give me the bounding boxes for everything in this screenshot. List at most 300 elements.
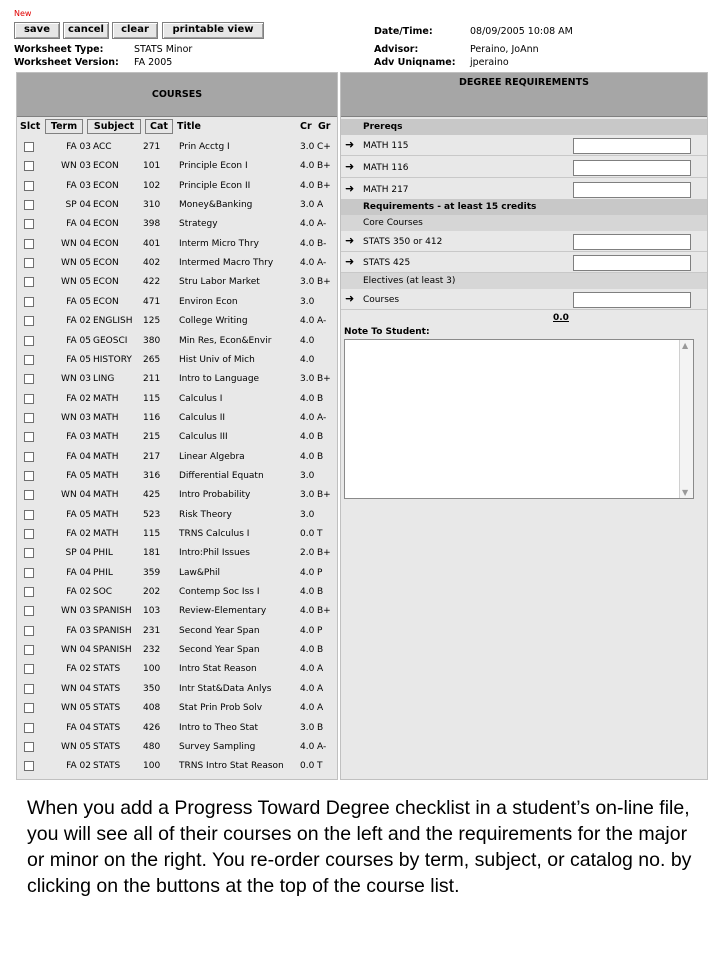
course-row <box>17 757 337 776</box>
course-title: Stru Labor Market <box>179 277 260 288</box>
requirement-label: MATH 217 <box>363 185 409 195</box>
course-grade: B+ <box>317 548 331 559</box>
course-cat: 100 <box>143 664 161 675</box>
course-grade: B+ <box>317 180 331 191</box>
course-select-checkbox[interactable] <box>24 239 34 249</box>
course-select-checkbox[interactable] <box>24 394 34 404</box>
course-subject: MATH <box>93 451 119 462</box>
worksheet-version-value: FA 2005 <box>134 57 173 68</box>
course-title: Principle Econ I <box>179 161 248 172</box>
course-cat: 101 <box>143 161 161 172</box>
course-subject: ECON <box>93 219 119 230</box>
course-cat: 310 <box>143 200 161 211</box>
course-subject: ECON <box>93 296 119 307</box>
course-subject: MATH <box>93 470 119 481</box>
course-subject: SOC <box>93 587 113 598</box>
requirement-row <box>341 136 707 156</box>
course-grade: A- <box>317 219 327 230</box>
course-subject: MATH <box>93 509 119 520</box>
arrow-right-icon: ➜ <box>345 160 355 173</box>
course-cat: 523 <box>143 509 161 520</box>
course-cat: 211 <box>143 374 161 385</box>
course-select-checkbox[interactable] <box>24 761 34 771</box>
course-row <box>17 215 337 234</box>
course-cat: 102 <box>143 180 161 191</box>
course-subject: ACC <box>93 142 112 152</box>
course-term: SP 04 <box>65 200 91 211</box>
course-credits: 4.0 <box>300 567 315 578</box>
cr-header: Cr <box>300 121 312 132</box>
requirement-row <box>341 158 707 178</box>
advisor-value: Peraino, JoAnn <box>470 44 539 55</box>
course-grade: B+ <box>317 490 331 501</box>
course-cat: 231 <box>143 625 161 636</box>
requirement-course-input[interactable] <box>573 234 691 250</box>
course-select-checkbox[interactable] <box>24 336 34 346</box>
course-cat: 380 <box>143 335 161 346</box>
course-credits: 4.0 <box>300 161 315 172</box>
course-grade: A- <box>317 316 327 327</box>
scroll-up-icon[interactable]: ▲ <box>682 341 689 350</box>
course-select-checkbox[interactable] <box>24 490 34 500</box>
course-term: FA 02 <box>66 393 91 404</box>
course-cat: 271 <box>143 142 161 152</box>
requirements-band: Requirements - at least 15 credits <box>341 199 707 215</box>
course-term: FA 03 <box>66 180 91 191</box>
course-grade: A <box>317 664 324 675</box>
arrow-right-icon: ➜ <box>345 292 355 305</box>
course-title: Min Res, Econ&Envir <box>179 335 272 346</box>
course-select-checkbox[interactable] <box>24 626 34 636</box>
course-row <box>17 312 337 331</box>
course-title: Intro to Theo Stat <box>179 722 259 733</box>
course-row <box>17 699 337 718</box>
gr-header: Gr <box>318 121 331 132</box>
requirement-course-input[interactable] <box>573 182 691 198</box>
course-cat: 125 <box>143 316 161 327</box>
course-row <box>17 622 337 641</box>
requirement-row <box>341 253 707 273</box>
course-term: WN 03 <box>61 161 91 172</box>
course-term: WN 05 <box>61 703 91 714</box>
course-term: WN 03 <box>61 374 91 385</box>
course-select-checkbox[interactable] <box>24 664 34 674</box>
clear-button[interactable]: clear <box>112 22 158 39</box>
course-credits: 4.0 <box>300 238 315 249</box>
requirement-label: STATS 350 or 412 <box>363 237 443 247</box>
course-title: Stat Prin Prob Solv <box>179 703 263 714</box>
course-row <box>17 719 337 738</box>
course-term: FA 03 <box>66 432 91 443</box>
course-select-checkbox[interactable] <box>24 742 34 752</box>
course-term: WN 03 <box>61 606 91 617</box>
course-cat: 103 <box>143 606 161 617</box>
course-title: Prin Acctg I <box>179 142 230 152</box>
course-credits: 4.0 <box>300 741 315 752</box>
note-to-student-textarea[interactable] <box>344 339 694 499</box>
course-title: Calculus III <box>179 432 228 443</box>
datetime-value: 08/09/2005 10:08 AM <box>470 26 573 37</box>
uniqname-label: Adv Uniqname: <box>374 57 456 68</box>
course-row <box>17 738 337 757</box>
scroll-down-icon[interactable]: ▼ <box>682 488 689 497</box>
course-credits: 3.0 <box>300 509 315 520</box>
course-cat: 115 <box>143 529 161 539</box>
datetime-label: Date/Time: <box>374 26 433 37</box>
course-grade: A- <box>317 412 327 423</box>
course-cat: 217 <box>143 451 161 462</box>
course-credits: 4.0 <box>300 335 315 346</box>
sort-subject-button[interactable]: Subject <box>87 119 141 134</box>
course-grade: A <box>317 200 324 211</box>
course-title: Principle Econ II <box>179 180 251 191</box>
course-row <box>17 660 337 679</box>
course-term: FA 05 <box>66 296 91 307</box>
course-term: WN 05 <box>61 277 91 288</box>
course-subject: ECON <box>93 200 119 211</box>
course-grade: B <box>317 722 324 733</box>
course-term: WN 03 <box>61 412 91 423</box>
course-credits: 3.0 <box>300 374 315 385</box>
course-select-checkbox[interactable] <box>24 510 34 520</box>
course-grade: P <box>317 625 323 636</box>
course-subject: MATH <box>93 490 119 501</box>
course-grade: A- <box>317 258 327 269</box>
course-row <box>17 602 337 621</box>
course-select-checkbox[interactable] <box>24 471 34 481</box>
course-grade: B- <box>317 238 327 249</box>
course-grade: P <box>317 567 323 578</box>
course-cat: 398 <box>143 219 161 230</box>
cancel-button[interactable]: cancel <box>63 22 109 39</box>
course-term: WN 04 <box>61 683 91 694</box>
course-cat: 425 <box>143 490 161 501</box>
course-title: TRNS Intro Stat Reason <box>179 761 284 772</box>
course-credits: 3.0 <box>300 722 315 733</box>
course-title: Money&Banking <box>179 200 253 211</box>
course-term: FA 05 <box>66 470 91 481</box>
requirement-label: MATH 116 <box>363 163 409 173</box>
course-grade: B <box>317 587 324 598</box>
course-subject: MATH <box>93 529 119 539</box>
course-subject: STATS <box>93 664 121 675</box>
course-select-checkbox[interactable] <box>24 219 34 229</box>
course-subject: ECON <box>93 258 119 269</box>
requirement-course-input[interactable] <box>573 255 691 271</box>
course-row <box>17 390 337 409</box>
course-row <box>17 506 337 525</box>
course-cat: 116 <box>143 412 161 423</box>
course-credits: 2.0 <box>300 548 315 559</box>
note-to-student-label: Note To Student: <box>344 327 430 337</box>
note-scrollbar[interactable] <box>679 340 693 498</box>
worksheet-version-label: Worksheet Version: <box>14 57 119 68</box>
course-cat: 115 <box>143 393 161 404</box>
arrow-right-icon: ➜ <box>345 255 355 268</box>
course-subject: STATS <box>93 761 121 772</box>
course-select-checkbox[interactable] <box>24 297 34 307</box>
course-credits: 4.0 <box>300 664 315 675</box>
course-title: Intro:Phil Issues <box>179 548 250 559</box>
course-row <box>17 428 337 447</box>
course-subject: STATS <box>93 741 121 752</box>
course-credits: 4.0 <box>300 683 315 694</box>
courses-panel <box>16 72 338 780</box>
course-credits: 4.0 <box>300 258 315 269</box>
course-select-checkbox[interactable] <box>24 200 34 210</box>
course-cat: 401 <box>143 238 161 249</box>
course-title: Linear Algebra <box>179 451 245 462</box>
worksheet-type-value: STATS Minor <box>134 44 193 55</box>
requirements-panel <box>340 72 708 780</box>
course-title: Second Year Span <box>179 645 260 656</box>
credit-total: 0.0 <box>553 313 569 323</box>
course-credits: 0.0 <box>300 761 315 772</box>
course-cat: 426 <box>143 722 161 733</box>
course-grade: B+ <box>317 606 331 617</box>
course-title: Law&Phil <box>179 567 221 578</box>
printable-view-button[interactable]: printable view <box>162 22 264 39</box>
course-select-checkbox[interactable] <box>24 684 34 694</box>
arrow-right-icon: ➜ <box>345 138 355 151</box>
course-select-checkbox[interactable] <box>24 548 34 558</box>
course-grade: B+ <box>317 277 331 288</box>
course-subject: PHIL <box>93 548 113 559</box>
course-cat: 471 <box>143 296 161 307</box>
course-credits: 4.0 <box>300 645 315 656</box>
course-credits: 4.0 <box>300 587 315 598</box>
course-term: WN 04 <box>61 645 91 656</box>
requirement-label: STATS 425 <box>363 258 411 268</box>
course-grade: B <box>317 451 324 462</box>
course-term: FA 05 <box>66 335 91 346</box>
course-subject: SPANISH <box>93 606 132 617</box>
course-credits: 3.0 <box>300 277 315 288</box>
course-title: Intro Stat Reason <box>179 664 257 675</box>
course-term: FA 02 <box>66 664 91 675</box>
course-term: FA 04 <box>66 567 91 578</box>
course-subject: STATS <box>93 722 121 733</box>
course-title: Survey Sampling <box>179 741 256 752</box>
course-select-checkbox[interactable] <box>24 606 34 616</box>
course-row <box>17 409 337 428</box>
course-row <box>17 273 337 292</box>
course-grade: B+ <box>317 374 331 385</box>
slct-header: Slct <box>20 121 41 132</box>
course-row <box>17 583 337 602</box>
course-credits: 3.0 <box>300 142 315 152</box>
course-term: WN 04 <box>61 238 91 249</box>
course-subject: SPANISH <box>93 625 132 636</box>
course-credits: 4.0 <box>300 432 315 443</box>
course-select-checkbox[interactable] <box>24 587 34 597</box>
course-subject: ECON <box>93 238 119 249</box>
course-cat: 422 <box>143 277 161 288</box>
advisor-label: Advisor: <box>374 44 419 55</box>
course-title: Environ Econ <box>179 296 238 307</box>
course-grade: A- <box>317 741 327 752</box>
course-grade: B+ <box>317 161 331 172</box>
course-title: Calculus II <box>179 412 226 423</box>
course-term: WN 05 <box>61 258 91 269</box>
course-grade: T <box>317 761 323 772</box>
course-title: Intermed Macro Thry <box>179 258 274 269</box>
course-select-checkbox[interactable] <box>24 568 34 578</box>
course-select-checkbox[interactable] <box>24 142 34 152</box>
caption: When you add a Progress Toward Degree checklist in a student’s on-line file, you will see all of their courses on the left and the requirements for the major or minor on the right. You re-order courses by term, subject, or catalog no. by clicking on the buttons at the top of the course list. <box>27 797 692 897</box>
course-subject: HISTORY <box>93 354 132 365</box>
course-subject: MATH <box>93 393 119 404</box>
course-grade: T <box>317 529 323 539</box>
course-title: Hist Univ of Mich <box>179 354 255 365</box>
course-cat: 402 <box>143 258 161 269</box>
course-subject: SPANISH <box>93 645 132 656</box>
worksheet-type-label: Worksheet Type: <box>14 44 104 55</box>
course-subject: ECON <box>93 180 119 191</box>
course-cat: 181 <box>143 548 161 559</box>
course-row <box>17 157 337 176</box>
course-term: FA 04 <box>66 722 91 733</box>
course-credits: 4.0 <box>300 393 315 404</box>
requirement-course-input[interactable] <box>573 292 691 308</box>
course-select-checkbox[interactable] <box>24 374 34 384</box>
course-title: Interm Micro Thry <box>179 238 259 249</box>
course-row <box>17 254 337 273</box>
courses-heading: COURSES <box>17 73 337 117</box>
course-cat: 265 <box>143 354 161 365</box>
course-credits: 4.0 <box>300 451 315 462</box>
course-term: SP 04 <box>65 548 91 559</box>
course-credits: 4.0 <box>300 703 315 714</box>
course-credits: 3.0 <box>300 200 315 211</box>
course-cat: 202 <box>143 587 161 598</box>
requirement-label: Courses <box>363 295 400 305</box>
course-select-checkbox[interactable] <box>24 413 34 423</box>
course-title: TRNS Calculus I <box>179 529 250 539</box>
course-row <box>17 235 337 254</box>
course-select-checkbox[interactable] <box>24 316 34 326</box>
course-subject: ECON <box>93 161 119 172</box>
prereqs-band: Prereqs <box>341 119 707 135</box>
course-row <box>17 448 337 467</box>
course-term: FA 03 <box>66 142 91 152</box>
course-grade: A <box>317 703 324 714</box>
course-term: FA 02 <box>66 316 91 327</box>
course-select-checkbox[interactable] <box>24 161 34 171</box>
course-credits: 3.0 <box>300 296 315 307</box>
course-row <box>17 196 337 215</box>
requirement-course-input[interactable] <box>573 160 691 176</box>
course-credits: 4.0 <box>300 316 315 327</box>
requirement-label: MATH 115 <box>363 141 409 151</box>
course-subject: ECON <box>93 277 119 288</box>
course-grade: A <box>317 683 324 694</box>
sort-term-button[interactable]: Term <box>45 119 83 134</box>
course-term: FA 02 <box>66 761 91 772</box>
course-title: Strategy <box>179 219 218 230</box>
course-term: FA 04 <box>66 219 91 230</box>
core-courses-band: Core Courses <box>341 215 707 231</box>
course-select-checkbox[interactable] <box>24 432 34 442</box>
course-subject: GEOSCI <box>93 335 128 346</box>
course-row <box>17 564 337 583</box>
course-title: Intr Stat&Data Anlys <box>179 683 272 694</box>
course-select-checkbox[interactable] <box>24 181 34 191</box>
course-subject: STATS <box>93 683 121 694</box>
course-title: Intro Probability <box>179 490 251 501</box>
course-cat: 480 <box>143 741 161 752</box>
course-row <box>17 177 337 196</box>
course-term: WN 05 <box>61 741 91 752</box>
course-select-checkbox[interactable] <box>24 529 34 539</box>
worksheet-screen <box>14 8 708 782</box>
course-subject: STATS <box>93 703 121 714</box>
course-grade: B <box>317 645 324 656</box>
course-row <box>17 332 337 351</box>
course-select-checkbox[interactable] <box>24 277 34 287</box>
arrow-right-icon: ➜ <box>345 182 355 195</box>
course-grade: B <box>317 432 324 443</box>
save-button[interactable]: save <box>14 22 60 39</box>
course-select-checkbox[interactable] <box>24 723 34 733</box>
course-select-checkbox[interactable] <box>24 258 34 268</box>
course-credits: 4.0 <box>300 606 315 617</box>
course-credits: 4.0 <box>300 219 315 230</box>
course-row <box>17 351 337 370</box>
course-row <box>17 138 337 157</box>
course-row <box>17 641 337 660</box>
course-term: FA 02 <box>66 587 91 598</box>
course-cat: 350 <box>143 683 161 694</box>
course-select-checkbox[interactable] <box>24 703 34 713</box>
course-select-checkbox[interactable] <box>24 452 34 462</box>
course-term: FA 05 <box>66 509 91 520</box>
course-credits: 4.0 <box>300 180 315 191</box>
course-cat: 359 <box>143 567 161 578</box>
course-title: Calculus I <box>179 393 223 404</box>
requirement-course-input[interactable] <box>573 138 691 154</box>
course-title: Differential Equatn <box>179 470 264 481</box>
course-subject: PHIL <box>93 567 113 578</box>
course-grade: B <box>317 393 324 404</box>
course-cat: 215 <box>143 432 161 443</box>
course-cat: 316 <box>143 470 161 481</box>
course-term: FA 05 <box>66 354 91 365</box>
course-cat: 408 <box>143 703 161 714</box>
course-row <box>17 293 337 312</box>
requirement-row <box>341 232 707 252</box>
sort-cat-button[interactable]: Cat <box>145 119 173 134</box>
course-row <box>17 544 337 563</box>
course-term: FA 03 <box>66 625 91 636</box>
requirement-row <box>341 180 707 200</box>
course-subject: ENGLISH <box>93 316 133 327</box>
course-title: Second Year Span <box>179 625 260 636</box>
course-row <box>17 486 337 505</box>
course-credits: 4.0 <box>300 354 315 365</box>
course-select-checkbox[interactable] <box>24 645 34 655</box>
requirement-row <box>341 290 707 310</box>
course-subject: MATH <box>93 412 119 423</box>
course-select-checkbox[interactable] <box>24 355 34 365</box>
course-title: Intro to Language <box>179 374 260 385</box>
course-term: WN 04 <box>61 490 91 501</box>
new-link[interactable]: New <box>14 9 32 18</box>
uniqname-value: jperaino <box>470 57 509 68</box>
course-subject: MATH <box>93 432 119 443</box>
title-header: Title <box>177 121 201 132</box>
electives-band: Electives (at least 3) <box>341 273 707 289</box>
